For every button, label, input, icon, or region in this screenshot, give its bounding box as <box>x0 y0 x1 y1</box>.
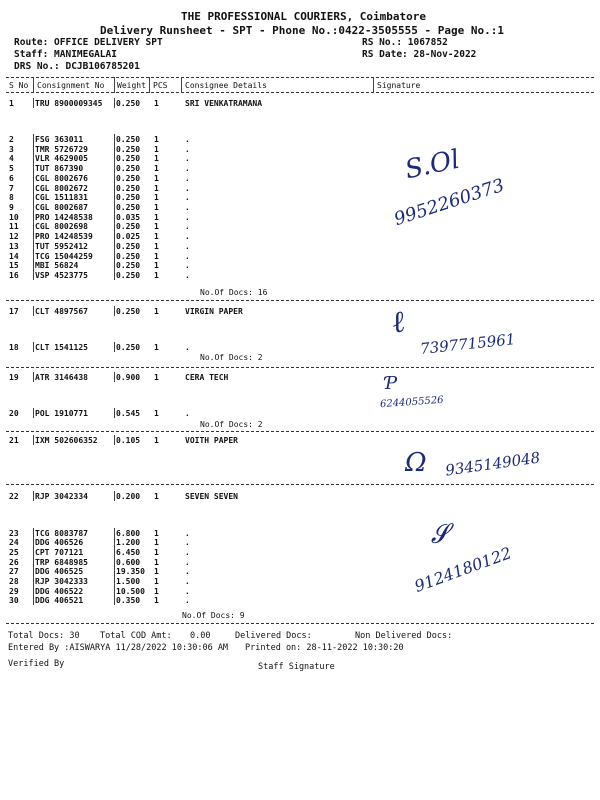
signature-mark-icon: Ω <box>405 448 427 478</box>
row-consignment-no: ATR 3146438 <box>35 373 88 382</box>
column-rule <box>33 260 34 270</box>
column-rule <box>114 566 115 576</box>
column-rule <box>33 202 34 212</box>
row-sno: 11 <box>9 222 19 231</box>
row-sno: 12 <box>9 232 19 241</box>
row-weight: 1.200 <box>116 538 141 547</box>
row-pcs: 1 <box>154 307 159 316</box>
row-consignee-details: . <box>185 529 190 538</box>
row-sno: 30 <box>9 596 19 605</box>
row-sno: 2 <box>9 135 14 144</box>
row-weight: 1.500 <box>116 577 141 586</box>
row-consignee-details: . <box>185 567 190 576</box>
column-rule <box>33 163 34 173</box>
row-sno: 28 <box>9 577 19 586</box>
row-pcs: 1 <box>154 252 159 261</box>
printed-on: Printed on: 28-11-2022 10:30:20 <box>245 643 404 653</box>
row-weight: 0.035 <box>116 213 141 222</box>
column-rule <box>114 192 115 202</box>
row-consignment-no: TUT 5952412 <box>35 242 88 251</box>
row-consignment-no: DDG 406525 <box>35 567 84 576</box>
row-consignment-no: IXM 502606352 <box>35 436 98 445</box>
row-weight: 0.250 <box>116 261 141 270</box>
row-pcs: 1 <box>154 135 159 144</box>
column-rule <box>114 595 115 605</box>
row-consignment-no: RJP 3042334 <box>35 492 88 501</box>
row-consignee-details: . <box>185 242 190 251</box>
row-consignee-details: . <box>185 213 190 222</box>
row-consignee-details: . <box>185 154 190 163</box>
row-weight: 0.200 <box>116 492 141 501</box>
row-pcs: 1 <box>154 538 159 547</box>
column-rule <box>114 260 115 270</box>
row-pcs: 1 <box>154 436 159 445</box>
row-pcs: 1 <box>154 558 159 567</box>
row-pcs: 1 <box>154 222 159 231</box>
column-rule <box>114 537 115 547</box>
row-weight: 6.800 <box>116 529 141 538</box>
signature-phone: 7397715961 <box>419 330 517 358</box>
row-consignment-no: FSG 363011 <box>35 135 84 144</box>
divider <box>6 300 594 301</box>
row-sno: 16 <box>9 271 19 280</box>
column-rule <box>114 221 115 231</box>
divider <box>6 484 594 485</box>
company-title: THE PROFESSIONAL COURIERS, Coimbatore <box>181 10 427 23</box>
row-consignee-details: VIRGIN PAPER <box>185 307 243 316</box>
row-consignee-details: . <box>185 164 190 173</box>
column-rule <box>114 163 115 173</box>
column-rule <box>114 77 115 93</box>
signature-mark: S.Ol <box>402 144 463 186</box>
route: Route: OFFICE DELIVERY SPT <box>14 37 163 48</box>
column-rule <box>33 372 34 382</box>
row-pcs: 1 <box>154 529 159 538</box>
column-rule <box>114 491 115 501</box>
row-consignment-no: TCG 15044259 <box>35 252 93 261</box>
row-consignee-details: VOITH PAPER <box>185 436 238 445</box>
row-pcs: 1 <box>154 99 159 108</box>
col-header-details: Consignee Details <box>185 81 267 90</box>
row-weight: 0.250 <box>116 252 141 261</box>
row-pcs: 1 <box>154 587 159 596</box>
row-consignee-details: CERA TECH <box>185 373 229 382</box>
row-sno: 29 <box>9 587 19 596</box>
column-rule <box>114 98 115 108</box>
column-rule <box>114 134 115 144</box>
verified-by: Verified By <box>8 659 65 669</box>
row-sno: 5 <box>9 164 14 173</box>
doc-count: No.Of Docs: 9 <box>182 611 245 620</box>
column-rule <box>33 134 34 144</box>
column-rule <box>114 372 115 382</box>
row-consignment-no: VLR 4629005 <box>35 154 88 163</box>
row-sno: 22 <box>9 492 19 501</box>
row-weight: 0.250 <box>116 193 141 202</box>
doc-count: No.Of Docs: 16 <box>200 288 268 297</box>
row-consignee-details: . <box>185 343 190 352</box>
row-sno: 4 <box>9 154 14 163</box>
row-consignment-no: DDG 406526 <box>35 538 84 547</box>
total-docs: Total Docs: 30 <box>8 631 80 641</box>
row-consignee-details: . <box>185 222 190 231</box>
column-rule <box>33 270 34 280</box>
signature-mark-icon: 𝓢 <box>428 518 451 550</box>
row-pcs: 1 <box>154 409 159 418</box>
runsheet-title: Delivery Runsheet - SPT - Phone No.:0422-3505555 - Page No.:1 <box>100 24 504 37</box>
row-weight: 0.250 <box>116 145 141 154</box>
total-cod-value: 0.00 <box>190 631 211 641</box>
row-pcs: 1 <box>154 548 159 557</box>
col-header-sno: S No <box>9 81 29 90</box>
row-pcs: 1 <box>154 271 159 280</box>
row-consignment-no: CGL 8002698 <box>35 222 88 231</box>
row-pcs: 1 <box>154 164 159 173</box>
row-weight: 19.350 <box>116 567 145 576</box>
row-weight: 6.450 <box>116 548 141 557</box>
divider <box>6 77 594 78</box>
row-sno: 24 <box>9 538 19 547</box>
col-header-signature: Signature <box>377 81 421 90</box>
row-consignee-details: . <box>185 577 190 586</box>
row-pcs: 1 <box>154 154 159 163</box>
row-consignment-no: DDG 406522 <box>35 587 84 596</box>
column-rule <box>33 192 34 202</box>
row-sno: 8 <box>9 193 14 202</box>
entered-by: Entered By :AISWARYA 11/28/2022 10:30:06 AM <box>8 643 229 653</box>
signature-phone: 9124180122 <box>411 543 514 596</box>
column-rule <box>33 491 34 501</box>
row-pcs: 1 <box>154 184 159 193</box>
row-consignee-details: . <box>185 135 190 144</box>
row-consignee-details: SEVEN SEVEN <box>185 492 238 501</box>
row-sno: 6 <box>9 174 14 183</box>
row-consignment-no: PRO 14248538 <box>35 213 93 222</box>
row-pcs: 1 <box>154 242 159 251</box>
column-rule <box>114 576 115 586</box>
row-pcs: 1 <box>154 145 159 154</box>
column-rule <box>114 435 115 445</box>
row-weight: 0.900 <box>116 373 141 382</box>
row-weight: 0.350 <box>116 596 141 605</box>
row-sno: 26 <box>9 558 19 567</box>
signature-mark-icon: ℓ <box>389 304 408 341</box>
row-sno: 7 <box>9 184 14 193</box>
row-pcs: 1 <box>154 203 159 212</box>
column-rule <box>33 566 34 576</box>
row-pcs: 1 <box>154 567 159 576</box>
row-pcs: 1 <box>154 343 159 352</box>
signature-mark-icon: Ƥ <box>385 373 398 394</box>
row-consignment-no: RJP 3042333 <box>35 577 88 586</box>
row-pcs: 1 <box>154 261 159 270</box>
column-rule <box>114 408 115 418</box>
column-rule <box>33 547 34 557</box>
row-sno: 19 <box>9 373 19 382</box>
column-rule <box>33 77 34 93</box>
column-rule <box>33 98 34 108</box>
column-rule <box>33 241 34 251</box>
row-consignment-no: CPT 707121 <box>35 548 84 557</box>
signature-phone: 9345149048 <box>444 448 542 480</box>
row-consignee-details: . <box>185 184 190 193</box>
drs-number: DRS No.: DCJB106785201 <box>14 61 140 72</box>
row-consignee-details: . <box>185 587 190 596</box>
row-consignment-no: CGL 8002687 <box>35 203 88 212</box>
row-sno: 18 <box>9 343 19 352</box>
row-weight: 0.250 <box>116 135 141 144</box>
row-consignee-details: . <box>185 252 190 261</box>
doc-count: No.Of Docs: 2 <box>200 420 263 429</box>
row-pcs: 1 <box>154 232 159 241</box>
column-rule <box>33 408 34 418</box>
column-rule <box>181 77 182 93</box>
row-pcs: 1 <box>154 373 159 382</box>
row-weight: 0.250 <box>116 203 141 212</box>
row-consignee-details: . <box>185 596 190 605</box>
row-sno: 23 <box>9 529 19 538</box>
row-consignee-details: . <box>185 145 190 154</box>
divider <box>6 623 594 624</box>
row-consignee-details: . <box>185 193 190 202</box>
staff-signature: Staff Signature <box>258 662 335 672</box>
row-consignee-details: . <box>185 174 190 183</box>
delivered-docs: Delivered Docs: <box>235 631 312 641</box>
divider <box>6 431 594 432</box>
doc-count: No.Of Docs: 2 <box>200 353 263 362</box>
column-rule <box>114 173 115 183</box>
row-consignment-no: CGL 8002676 <box>35 174 88 183</box>
column-rule <box>114 547 115 557</box>
column-rule <box>114 153 115 163</box>
row-weight: 0.250 <box>116 184 141 193</box>
column-rule <box>33 435 34 445</box>
row-weight: 0.250 <box>116 307 141 316</box>
row-pcs: 1 <box>154 492 159 501</box>
row-consignee-details: SRI VENKATRAMANA <box>185 99 263 108</box>
column-rule <box>114 342 115 352</box>
column-rule <box>33 306 34 316</box>
row-consignment-no: PRO 14248539 <box>35 232 93 241</box>
row-consignee-details: . <box>185 203 190 212</box>
row-consignment-no: CLT 4897567 <box>35 307 88 316</box>
column-rule <box>33 221 34 231</box>
column-rule <box>149 77 150 93</box>
column-rule <box>114 270 115 280</box>
row-consignment-no: TRU 8900009345 <box>35 99 103 108</box>
row-pcs: 1 <box>154 213 159 222</box>
row-weight: 10.500 <box>116 587 145 596</box>
staff: Staff: MANIMEGALAI <box>14 49 117 60</box>
column-rule <box>114 306 115 316</box>
row-weight: 0.105 <box>116 436 141 445</box>
row-sno: 3 <box>9 145 14 154</box>
column-rule <box>33 173 34 183</box>
non-delivered-docs: Non Delivered Docs: <box>355 631 453 641</box>
row-sno: 14 <box>9 252 19 261</box>
row-consignment-no: TMR 5726729 <box>35 145 88 154</box>
col-header-pcs: PCS <box>153 81 168 90</box>
column-rule <box>33 231 34 241</box>
total-cod-label: Total COD Amt: <box>100 631 172 641</box>
row-weight: 0.600 <box>116 558 141 567</box>
row-sno: 1 <box>9 99 14 108</box>
row-consignee-details: . <box>185 261 190 270</box>
row-sno: 25 <box>9 548 19 557</box>
row-sno: 20 <box>9 409 19 418</box>
rs-date: RS Date: 28-Nov-2022 <box>362 49 477 60</box>
row-sno: 15 <box>9 261 19 270</box>
signature-phone: 6244055526 <box>379 394 444 411</box>
row-consignee-details: . <box>185 538 190 547</box>
row-consignment-no: POL 1910771 <box>35 409 88 418</box>
col-header-consignment: Consignment No <box>37 81 105 90</box>
divider <box>6 367 594 368</box>
row-consignment-no: TRP 6848985 <box>35 558 88 567</box>
row-weight: 0.250 <box>116 164 141 173</box>
col-header-weight: Weight <box>117 81 146 90</box>
row-consignee-details: . <box>185 409 190 418</box>
row-consignee-details: . <box>185 271 190 280</box>
row-consignment-no: TUT 867390 <box>35 164 84 173</box>
row-weight: 0.250 <box>116 174 141 183</box>
row-weight: 0.250 <box>116 154 141 163</box>
divider <box>6 92 594 93</box>
column-rule <box>33 576 34 586</box>
row-consignee-details: . <box>185 232 190 241</box>
row-consignment-no: VSP 4523775 <box>35 271 88 280</box>
row-consignment-no: TCG 8083787 <box>35 529 88 538</box>
row-weight: 0.025 <box>116 232 141 241</box>
signature-phone: 9952260373 <box>391 174 507 231</box>
row-weight: 0.250 <box>116 271 141 280</box>
row-sno: 27 <box>9 567 19 576</box>
row-weight: 0.250 <box>116 242 141 251</box>
row-weight: 0.250 <box>116 343 141 352</box>
row-pcs: 1 <box>154 193 159 202</box>
row-sno: 17 <box>9 307 19 316</box>
row-pcs: 1 <box>154 577 159 586</box>
row-consignment-no: CGL 8002672 <box>35 184 88 193</box>
row-sno: 21 <box>9 436 19 445</box>
row-weight: 0.250 <box>116 99 141 108</box>
row-pcs: 1 <box>154 174 159 183</box>
row-consignment-no: CLT 1541125 <box>35 343 88 352</box>
row-weight: 0.250 <box>116 222 141 231</box>
column-rule <box>33 153 34 163</box>
column-rule <box>33 595 34 605</box>
column-rule <box>114 241 115 251</box>
column-rule <box>114 231 115 241</box>
column-rule <box>114 202 115 212</box>
column-rule <box>33 342 34 352</box>
rs-number: RS No.: 1067852 <box>362 37 448 48</box>
row-consignment-no: DDG 406521 <box>35 596 84 605</box>
column-rule <box>373 77 374 93</box>
row-consignment-no: CGL 1511831 <box>35 193 88 202</box>
row-consignee-details: . <box>185 548 190 557</box>
row-sno: 10 <box>9 213 19 222</box>
row-consignee-details: . <box>185 558 190 567</box>
row-pcs: 1 <box>154 596 159 605</box>
row-sno: 9 <box>9 203 14 212</box>
row-consignment-no: MBI 56824 <box>35 261 79 270</box>
row-weight: 0.545 <box>116 409 141 418</box>
row-sno: 13 <box>9 242 19 251</box>
column-rule <box>33 537 34 547</box>
